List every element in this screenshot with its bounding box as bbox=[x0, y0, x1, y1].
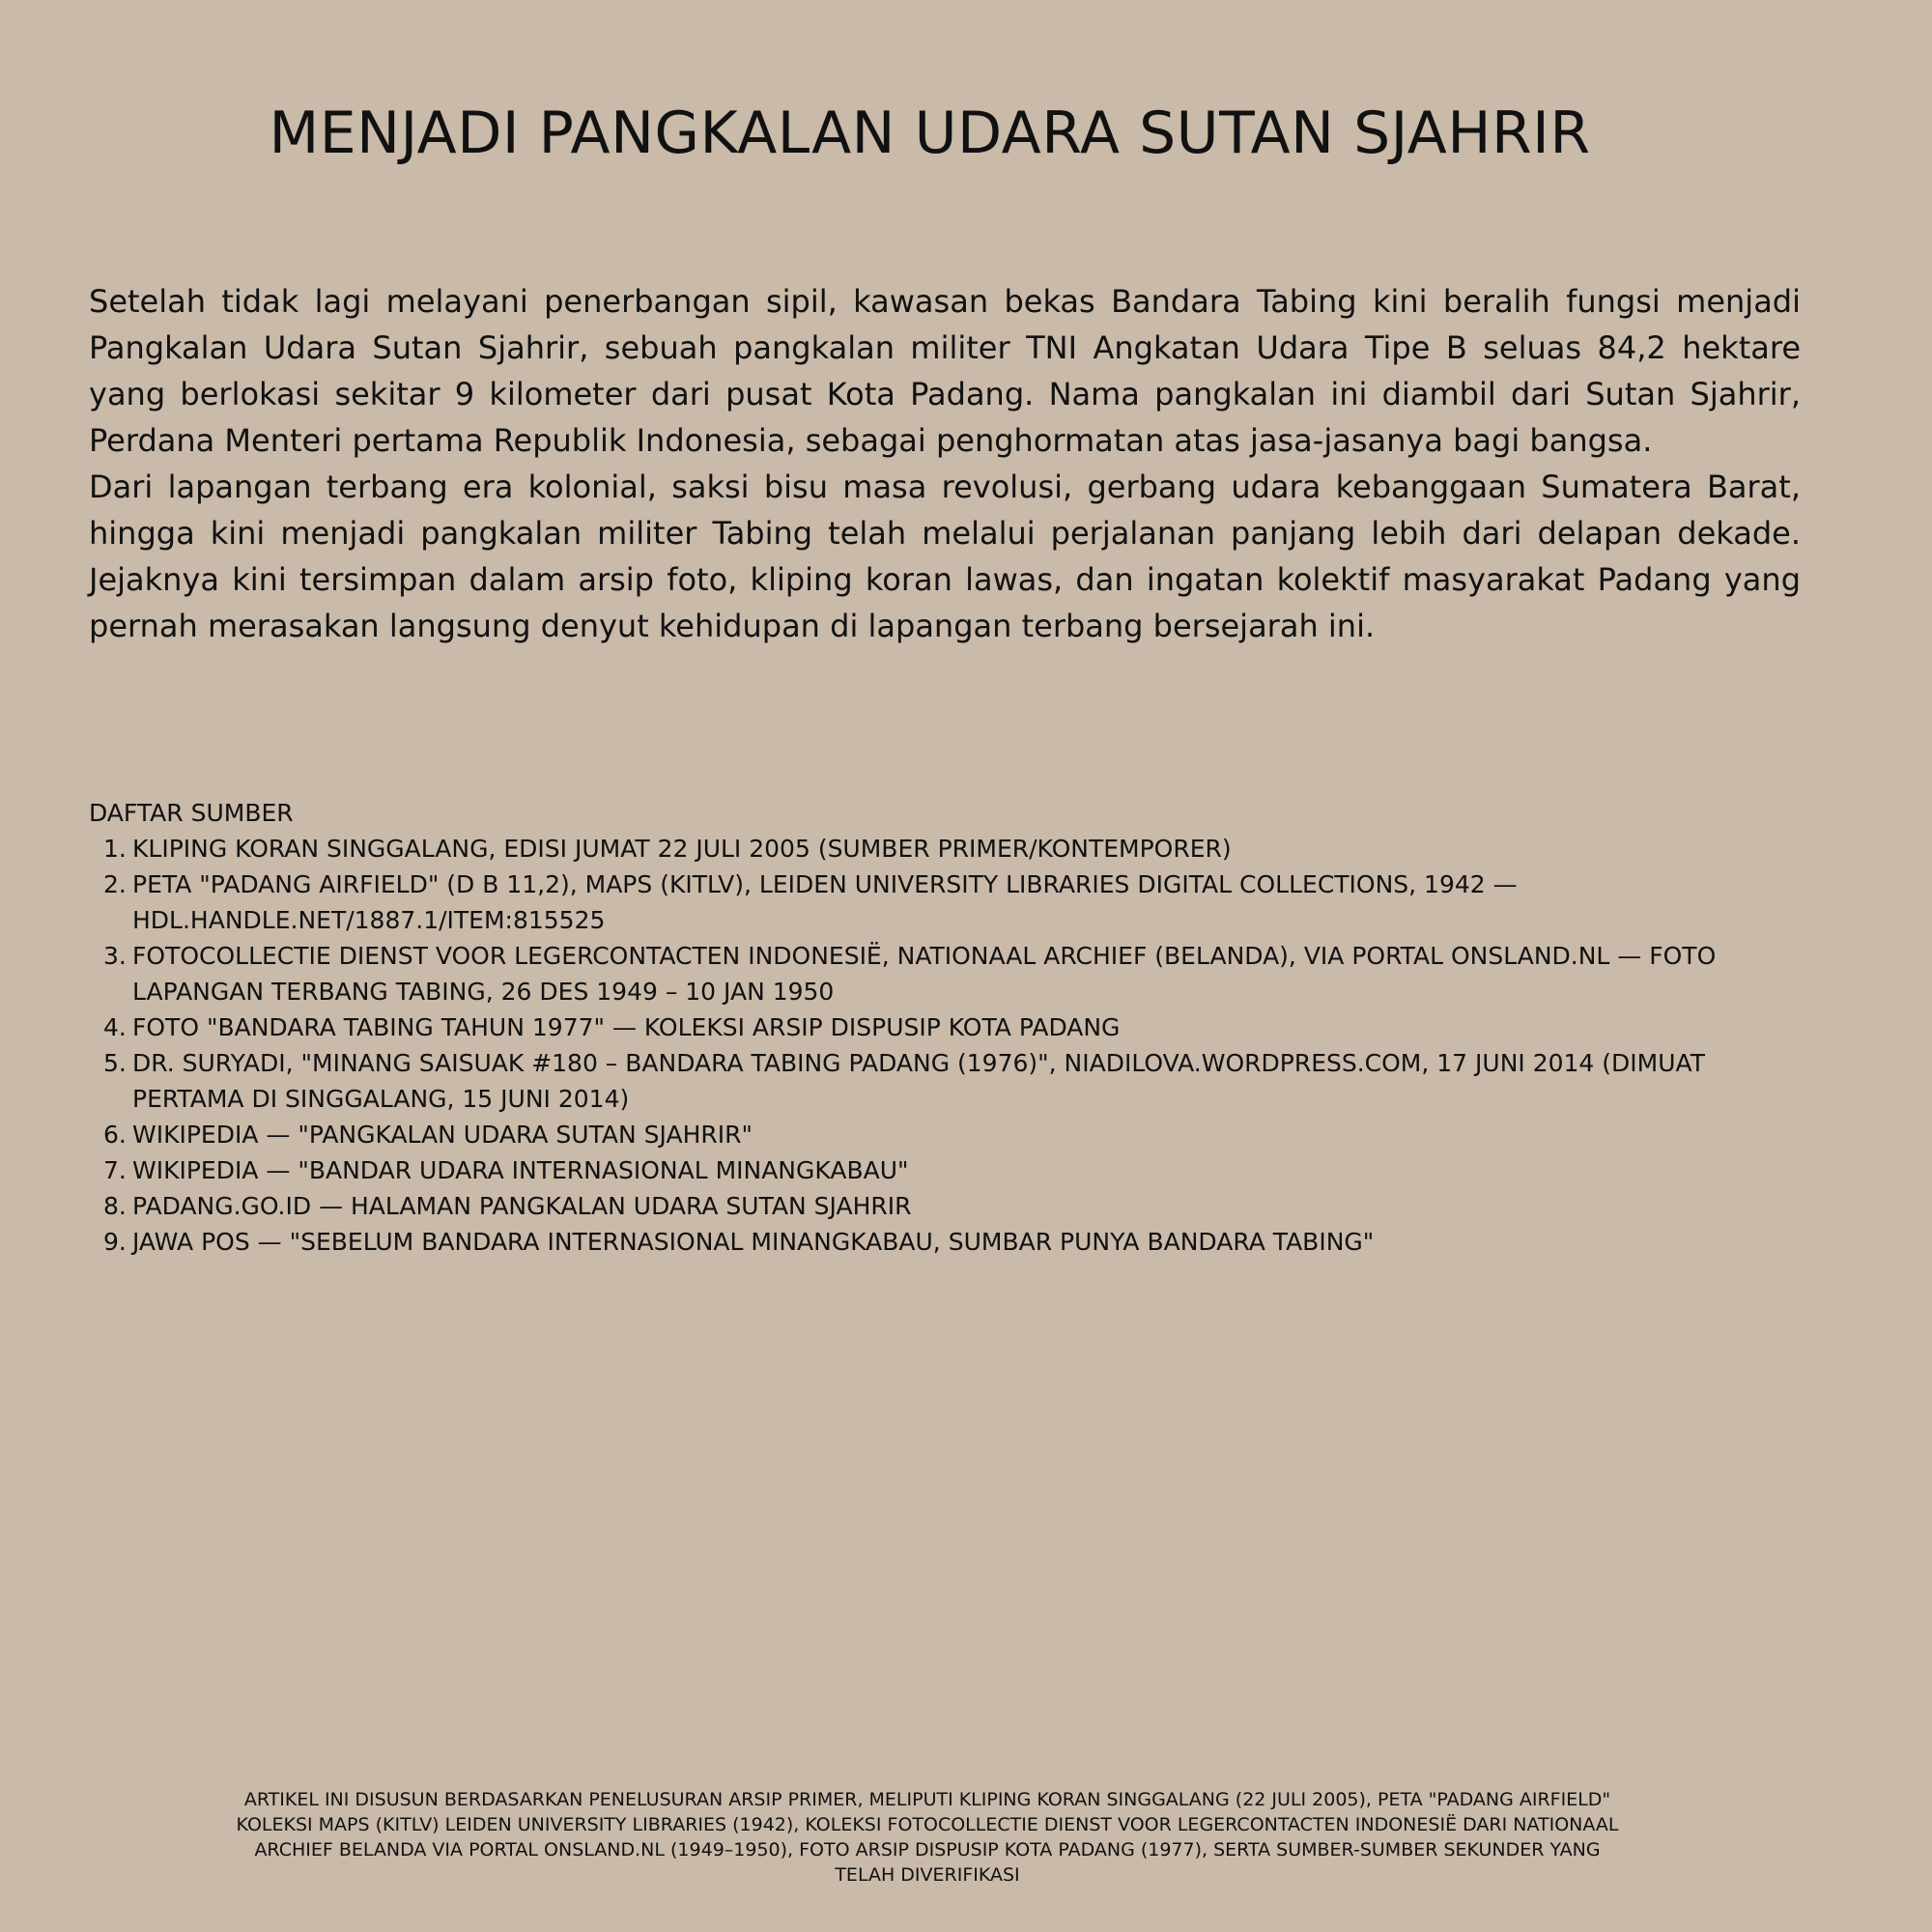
source-number: 9. bbox=[103, 1228, 127, 1256]
source-text: PADANG.GO.ID — HALAMAN PANGKALAN UDARA SUTAN SJAHRIR bbox=[132, 1192, 912, 1220]
source-item bbox=[89, 831, 1818, 867]
source-number: 1. bbox=[103, 835, 127, 863]
source-item bbox=[89, 1152, 1818, 1188]
source-item bbox=[89, 1117, 1818, 1152]
sources-section bbox=[89, 795, 1818, 1260]
source-item bbox=[89, 938, 1818, 1009]
source-text: JAWA POS — "SEBELUM BANDARA INTERNASIONAL MINANGKABAU, SUMBAR PUNYA BANDARA TABING" bbox=[132, 1228, 1375, 1256]
source-number: 7. bbox=[103, 1156, 127, 1184]
source-number: 4. bbox=[103, 1013, 127, 1041]
source-text: FOTOCOLLECTIE DIENST VOOR LEGERCONTACTEN INDONESIË, NATIONAAL ARCHIEF (BELANDA), VIA PORTAL ONSLAND.NL — FOTO LAPANGAN TERBANG TABING, 26 DES 1949 – 10 JAN 1950 bbox=[132, 942, 1717, 1006]
source-item bbox=[89, 1009, 1818, 1045]
source-item bbox=[89, 1045, 1818, 1117]
sources-list bbox=[89, 831, 1818, 1260]
footer-note: ARTIKEL INI DISUSUN BERDASARKAN PENELUSURAN ARSIP PRIMER, MELIPUTI KLIPING KORAN SINGGALANG (22 JULI 2005), PETA "PADANG AIRFIELD" KOLEKSI MAPS (KITLV) LEIDEN UNIVERSITY LIBRARIES (1942), KOLEKSI FOTOCOLLECTIE DIENST VOOR LEGERCONTACTEN INDONESIË DARI NATIONAAL ARCHIEF BELANDA VIA PORTAL ONSLAND.NL (1949–1950), FOTO ARSIP DISPUSIP KOTA PADANG (1977), SERTA SUMBER-SUMBER SEKUNDER YANG TELAH DIVERIFIKASI bbox=[236, 1789, 1619, 1886]
article-body bbox=[89, 278, 1801, 649]
source-item bbox=[89, 1224, 1818, 1260]
source-text: WIKIPEDIA — "BANDAR UDARA INTERNASIONAL MINANGKABAU" bbox=[132, 1156, 909, 1184]
source-text: KLIPING KORAN SINGGALANG, EDISI JUMAT 22 JULI 2005 (SUMBER PRIMER/KONTEMPORER) bbox=[132, 835, 1232, 863]
source-text: WIKIPEDIA — "PANGKALAN UDARA SUTAN SJAHRIR" bbox=[132, 1121, 753, 1149]
sources-heading: DAFTAR SUMBER bbox=[89, 799, 294, 827]
source-item bbox=[89, 867, 1818, 938]
article-paragraph-1: Setelah tidak lagi melayani penerbangan sipil, kawasan bekas Bandara Tabing kini beralih fungsi menjadi Pangkalan Udara Sutan Sjahrir, sebuah pangkalan militer TNI Angkatan Udara Tipe B seluas 84,2 hektare yang berlokasi sekitar 9 kilometer dari pusat Kota Padang. Nama pangkalan ini diambil dari Sutan Sjahrir, Perdana Menteri pertama Republik Indonesia, sebagai penghormatan atas jasa-jasanya bagi bangsa. bbox=[89, 283, 1801, 459]
article-paragraph-2: Dari lapangan terbang era kolonial, saksi bisu masa revolusi, gerbang udara kebanggaan Sumatera Barat, hingga kini menjadi pangkalan militer Tabing telah melalui perjalanan panjang lebih dari delapan dekade. Jejaknya kini tersimpan dalam arsip foto, kliping koran lawas, dan ingatan kolektif masyarakat Padang yang pernah merasakan langsung denyut kehidupan di lapangan terbang bersejarah ini. bbox=[89, 469, 1801, 644]
page-title: MENJADI PANGKALAN UDARA SUTAN SJAHRIR bbox=[269, 99, 1591, 167]
source-text: PETA "PADANG AIRFIELD" (D B 11,2), MAPS (KITLV), LEIDEN UNIVERSITY LIBRARIES DIGITAL COLLECTIONS, 1942 — HDL.HANDLE.NET/1887.1/ITEM:815525 bbox=[132, 870, 1518, 934]
source-number: 5. bbox=[103, 1049, 127, 1077]
source-text: FOTO "BANDARA TABING TAHUN 1977" — KOLEKSI ARSIP DISPUSIP KOTA PADANG bbox=[132, 1013, 1121, 1041]
source-text: DR. SURYADI, "MINANG SAISUAK #180 – BANDARA TABING PADANG (1976)", NIADILOVA.WORDPRESS.COM, 17 JUNI 2014 (DIMUAT PERTAMA DI SINGGALANG, 15 JUNI 2014) bbox=[132, 1049, 1705, 1113]
source-item bbox=[89, 1188, 1818, 1224]
source-number: 3. bbox=[103, 942, 127, 970]
source-number: 2. bbox=[103, 870, 127, 898]
source-number: 8. bbox=[103, 1192, 127, 1220]
source-number: 6. bbox=[103, 1121, 127, 1149]
